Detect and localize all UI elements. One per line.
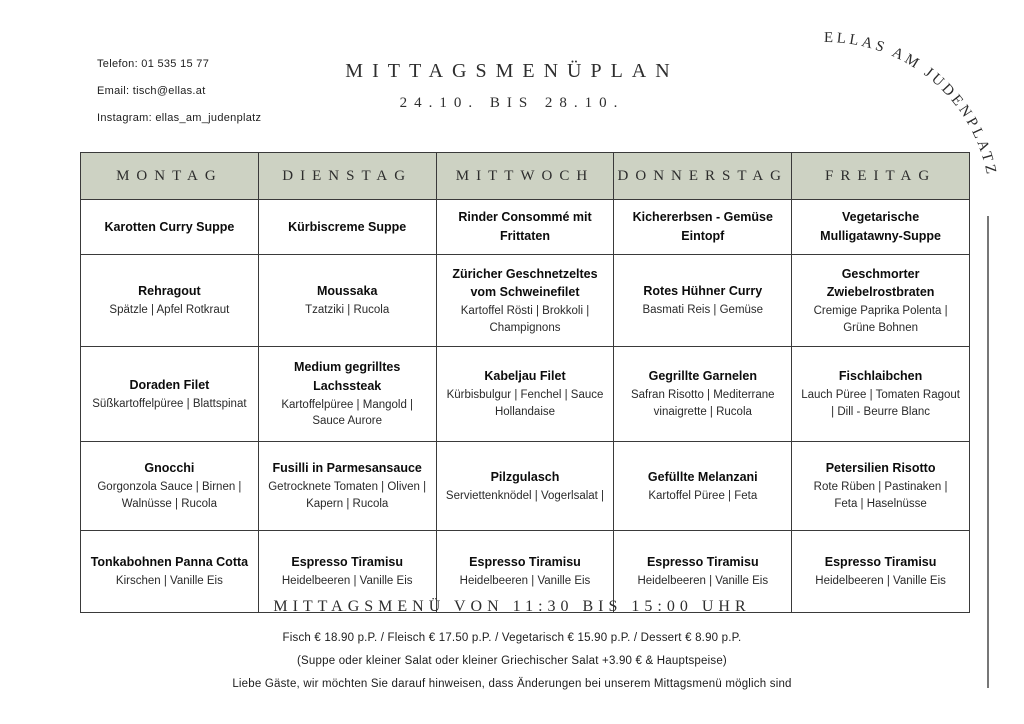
menu-cell: [81, 255, 259, 347]
dish-sides: Kartoffel Püree | Feta: [648, 489, 758, 502]
title-block: [0, 60, 1024, 112]
menu-cell: [614, 255, 792, 347]
vegetarian-row: [81, 442, 970, 531]
menu-cell: [614, 442, 792, 531]
day-header-donnerstag: DONNERSTAG: [614, 153, 792, 200]
dish-name: Medium gegrilltes Lachssteak: [294, 360, 401, 393]
dish-name: Doraden Filet: [129, 377, 210, 392]
dish-name: Espresso Tiramisu: [469, 555, 581, 570]
dish-sides: Gorgonzola Sauce | Birnen | Walnüsse | Rucola: [97, 481, 242, 510]
dish-sides: Heidelbeeren | Vanille Eis: [637, 575, 769, 588]
dish-sides: Cremige Paprika Polenta | Grüne Bohnen: [813, 305, 948, 334]
day-header-row: [81, 153, 970, 200]
dish-name: Vegetarische Mulligatawny-Suppe: [820, 210, 942, 243]
menu-cell: [258, 442, 436, 531]
dish-name: Rinder Consommé mit Frittaten: [458, 210, 592, 243]
dish-sides: Spätzle | Apfel Rotkraut: [109, 304, 230, 317]
dish-name: Kabeljau Filet: [484, 369, 566, 384]
dish-name: Gnocchi: [144, 461, 195, 476]
day-header-montag: MONTAG: [81, 153, 259, 200]
combo-note: (Suppe oder kleiner Salat oder kleiner Griechischer Salat +3.90 € & Hauptspeise): [297, 655, 727, 667]
dish-sides: Safran Risotto | Mediterrane vinaigrette | Rucola: [630, 389, 775, 418]
contact-instagram: Instagram: ellas_am_judenplatz: [97, 112, 262, 124]
menu-cell: [436, 442, 614, 531]
dish-name: Karotten Curry Suppe: [104, 219, 235, 234]
menu-cell: [792, 255, 970, 347]
dish-name: Rotes Hühner Curry: [643, 284, 763, 299]
menu-cell: [258, 347, 436, 442]
contact-phone: Telefon: 01 535 15 77: [97, 58, 210, 70]
day-header-freitag: FREITAG: [792, 153, 970, 200]
dish-sides: Getrocknete Tomaten | Oliven | Kapern | Rucola: [268, 481, 427, 510]
dish-name: Espresso Tiramisu: [824, 555, 937, 570]
dish-sides: Kürbisbulgur | Fenchel | Sauce Hollandaise: [446, 389, 604, 418]
dish-name: Pilzgulasch: [490, 469, 560, 484]
dish-sides: Tzatziki | Rucola: [305, 304, 390, 317]
dish-sides: Kartoffelpüree | Mangold | Sauce Aurore: [281, 398, 414, 428]
menu-cell: [436, 347, 614, 442]
dish-name: Espresso Tiramisu: [291, 555, 404, 570]
dish-name: Espresso Tiramisu: [646, 555, 759, 570]
price-list: Fisch € 18.90 p.P. / Fleisch € 17.50 p.P. / Vegetarisch € 15.90 p.P. / Dessert € 8.90 p.P.: [282, 632, 742, 644]
menu-table: [80, 152, 970, 613]
disclaimer: Liebe Gäste, wir möchten Sie darauf hinweisen, dass Änderungen bei unserem Mittagsmenü möglich sind: [232, 678, 792, 690]
dish-sides: Kartoffel Rösti | Brokkoli | Champignons: [460, 305, 590, 334]
dish-sides: Lauch Püree | Tomaten Ragout | Dill - Beurre Blanc: [801, 389, 960, 418]
dish-name: Fischlaibchen: [838, 369, 923, 384]
page-title: MITTAGSMENÜPLAN: [345, 60, 679, 82]
menu-cell: [792, 200, 970, 255]
fish-row: [81, 347, 970, 442]
menu-cell: [81, 442, 259, 531]
dish-name: Geschmorter Zwiebelrostbraten: [826, 266, 935, 300]
dish-name: Rehragout: [138, 284, 201, 299]
menu-cell: [614, 347, 792, 442]
dish-sides: Kirschen | Vanille Eis: [115, 575, 223, 588]
menu-cell: [436, 200, 614, 255]
dish-sides: Heidelbeeren | Vanille Eis: [815, 575, 946, 588]
menu-cell: [258, 200, 436, 255]
contact-email: Email: tisch@ellas.at: [97, 85, 206, 97]
dish-name: Züricher Geschnetzeltes vom Schweinefilet: [452, 266, 598, 300]
meat-row: [81, 255, 970, 347]
footer-block: [0, 598, 1024, 701]
dish-sides: Serviettenknödel | Vogerlsalat |: [445, 489, 605, 502]
day-header-mittwoch: MITTWOCH: [436, 153, 614, 200]
menu-cell: [436, 255, 614, 347]
soup-row: [81, 200, 970, 255]
dish-name: Moussaka: [316, 284, 378, 299]
lunch-hours-heading: MITTAGSMENÜ VON 11:30 BIS 15:00 UHR: [273, 598, 751, 615]
menu-cell: [81, 200, 259, 255]
dish-sides: Heidelbeeren | Vanille Eis: [459, 575, 591, 588]
dish-name: Kichererbsen - Gemüse Eintopf: [632, 210, 773, 243]
date-range: 24.10. BIS 28.10.: [399, 95, 625, 111]
logo-text: ELLAS AM JUDENPLATZ: [823, 29, 1000, 179]
menu-cell: [81, 347, 259, 442]
dish-sides: Süßkartoffelpüree | Blattspinat: [92, 397, 247, 410]
dish-name: Tonkabohnen Panna Cotta: [90, 555, 249, 570]
dish-name: Fusilli in Parmesansauce: [272, 461, 422, 476]
dish-name: Petersilien Risotto: [825, 461, 936, 476]
menu-cell: [792, 347, 970, 442]
dish-name: Kürbiscreme Suppe: [288, 219, 407, 234]
dish-name: Gegrillte Garnelen: [648, 369, 757, 384]
day-header-dienstag: DIENSTAG: [258, 153, 436, 200]
menu-cell: [614, 200, 792, 255]
menu-cell: [258, 255, 436, 347]
menu-cell: [792, 442, 970, 531]
dish-sides: Basmati Reis | Gemüse: [642, 304, 764, 317]
dish-sides: Heidelbeeren | Vanille Eis: [281, 575, 413, 588]
dish-sides: Rote Rüben | Pastinaken | Feta | Haselnüsse: [813, 481, 948, 510]
dish-name: Gefüllte Melanzani: [647, 469, 758, 484]
